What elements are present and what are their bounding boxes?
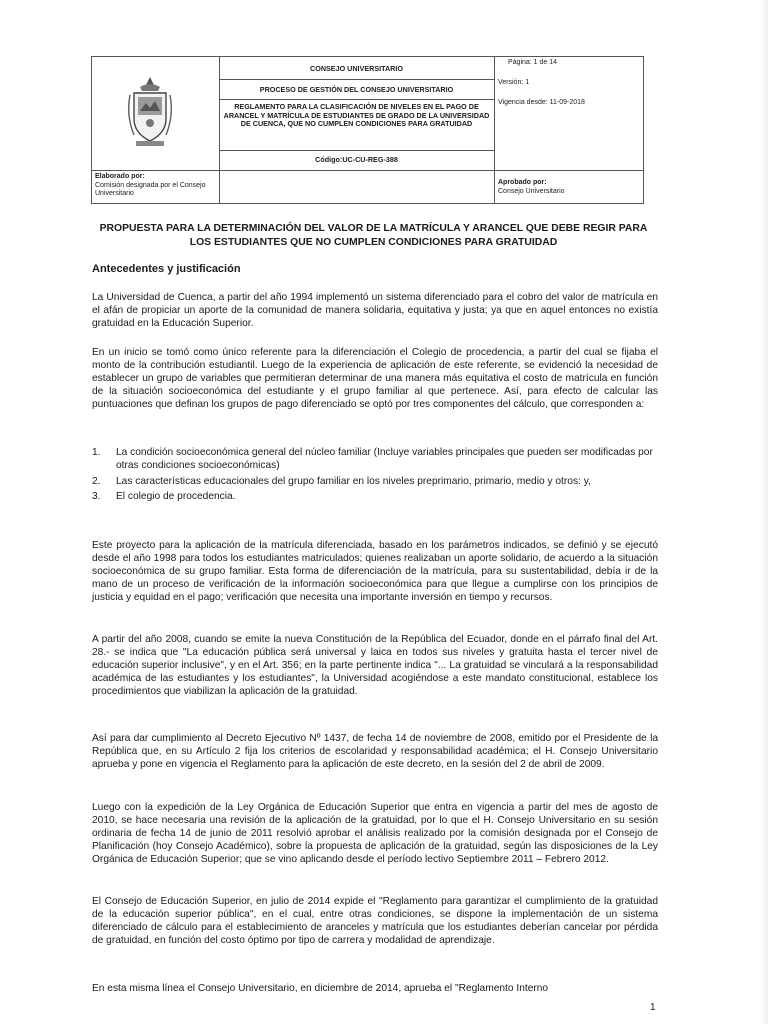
list-item: 3. El colegio de procedencia.	[92, 491, 236, 503]
process-name: PROCESO DE GESTIÓN DEL CONSEJO UNIVERSITARIO	[259, 85, 454, 94]
list-item: 2. Las características educacionales del grupo familiar en los niveles preprimario, primario, medio y otros: y,	[92, 475, 591, 487]
paragraph: Así para dar cumplimiento al Decreto Ejecutivo Nº 1437, de fecha 14 de noviembre de 2008, emitido por el Presidente de la República que, en su Artículo 2 fija los criterios de escolaridad y responsabilidad académica; el H. Consejo Universitario aprueba y pone en vigencia el Reglamento para la aplicación de este decreto, en la sesión del 2 de abril de 2009.	[92, 733, 658, 770]
prepared-by-value: Comisión designada por el Consejo Universitario	[95, 182, 206, 198]
prepared-by-label: Elaborado por:	[95, 173, 145, 180]
components-list	[92, 447, 658, 507]
paragraph: El Consejo de Educación Superior, en julio de 2014 expide el "Reglamento para garantizar el cumplimiento de la gratuidad de la educación superior pública", en el cual, entre otras condiciones, se dispone la implementación de un sistema diferenciado de cálculo para el establecimiento de aranceles y matrícula que los estudiantes deberían cancelar por pérdida de gratuidad, en función del costo óptimo por tipo de carrera y modalidad de aprendizaje.	[92, 896, 658, 946]
approved-by-label: Aprobado por:	[498, 179, 547, 186]
regulation-title: REGLAMENTO PARA LA CLASIFICACIÓN DE NIVELES EN EL PAGO DE ARANCEL Y MATRÍCULA DE ESTUDIANTES DE GRADO DE LA UNIVERSIDAD DE CUENCA, QUE NO CUMPLEN CONDICIONES PARA GRATUIDAD	[223, 102, 490, 129]
university-seal-logo	[126, 75, 174, 151]
page-count: Página: 1 de 14	[508, 59, 558, 66]
paragraph: En un inicio se tomó como único referente para la diferenciación el Colegio de procedencia, a partir del cual se fijaba el monto de la contribución estudiantil. Luego de la experiencia de aplicación de este referente, se evidenció la necesidad de establecer un grupo de variables que permitieran determinar de una manera más equitativa el costo de matrícula en función de la situación socioeconómica del estudiante y el grupo familiar al que pertenece. Así, para efecto de calcular las puntuaciones que definan los grupos de pago diferenciado se optó por tres componentes del cálculo, que corresponden a:	[92, 347, 658, 410]
paragraph: En esta misma línea el Consejo Universitario, en diciembre de 2014, aprueba el "Reglamento Interno	[92, 983, 549, 994]
approved-by-value: Consejo Universitario	[498, 188, 565, 195]
paragraph: A partir del año 2008, cuando se emite la nueva Constitución de la República del Ecuador, donde en el párrafo final del Art. 28.- se indica que "La educación pública será universal y laica en todos sus niveles y gratuita hasta el tercer nivel de educación superior inclusive", y en el Art. 356; en la parte pertinente indica "... La gratuidad se vinculará a la responsabilidad académica de las estudiantes y los estudiantes", la Universidad acogiéndose a este mandato constitucional, establece los procedimientos que viabilizan la aplicación de la gratuidad.	[92, 634, 658, 697]
version-label: Versión: 1	[498, 79, 530, 86]
page-edge-shadow	[760, 0, 768, 1024]
paragraph: La Universidad de Cuenca, a partir del año 1994 implementó un sistema diferenciado para el cobro del valor de matrícula en el afán de propiciar un aporte de la comunidad de manera solidaria, equitativa y justa; ya que en aquel entonces no existía gratuidad en la Educación Superior.	[92, 292, 658, 329]
document-title: PROPUESTA PARA LA DETERMINACIÓN DEL VALOR DE LA MATRÍCULA Y ARANCEL QUE DEBE REGIR PARA LOS ESTUDIANTES QUE NO CUMPLEN CONDICIONES PARA GRATUIDAD	[99, 223, 648, 248]
validity-date: Vigencia desde: 11-09-2018	[498, 99, 585, 106]
section-heading: Antecedentes y justificación	[92, 263, 241, 275]
council-name: CONSEJO UNIVERSITARIO	[310, 64, 403, 73]
page-number: 1	[650, 1002, 656, 1013]
paragraph: Este proyecto para la aplicación de la matrícula diferenciada, basado en los parámetros indicados, se definió y se ejecutó desde el año 1998 para todos los estudiantes matriculados; quienes realizaban un aporte solidario, de acuerdo a la situación socioeconómica de su grupo familiar. Esta forma de diferenciación de la matrícula, para su sustentabilidad, debía ir de la mano de un proceso de verificación de la información socioeconómica para que llegue a cumplirse con los principios de justicia y equidad en el pago; verificación que necesita una importante inversión en tiempo y recursos.	[92, 540, 658, 603]
document-code: Código:UC-CU-REG-388	[315, 155, 398, 164]
paragraph: Luego con la expedición de la Ley Orgánica de Educación Superior que entra en vigencia a partir del mes de agosto de 2010, se hace necesaria una revisión de la aplicación de la gratuidad, por lo que el H. Consejo Universitario en su sesión ordinaria de fecha 14 de junio de 2011 resolvió aprobar el análisis realizado por la comisión designada por el Consejo de Planificación (hoy Consejo Académico), sobre la propuesta de aplicación de la gratuidad, según las disposiciones de la Ley Orgánica de Educación Superior; que se vino aplicando desde el período lectivo Septiembre 2011 – Febrero 2012.	[92, 802, 658, 865]
document-header-table	[91, 56, 644, 204]
list-item: 1. La condición socioeconómica general del núcleo familiar (Incluye variables principales que pueden ser modificadas por otras condiciones socioeconómicas)	[92, 447, 653, 471]
